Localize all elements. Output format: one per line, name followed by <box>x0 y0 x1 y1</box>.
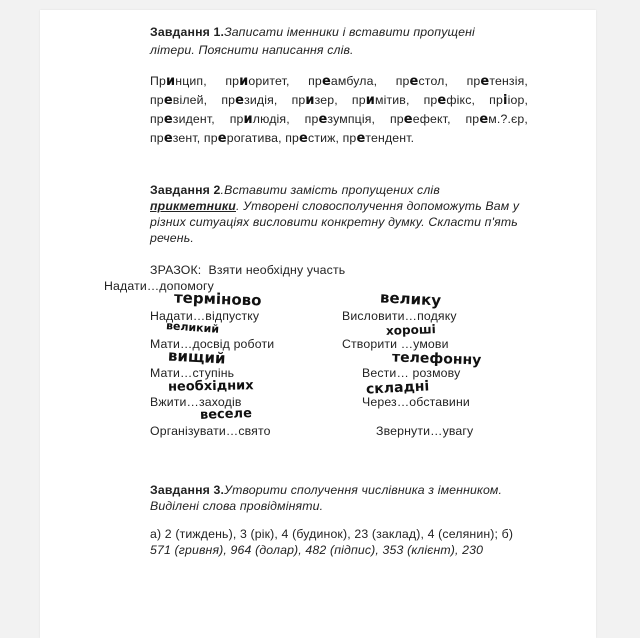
task1-word <box>424 93 490 107</box>
task1-word <box>292 93 352 107</box>
task3-heading <box>150 482 502 498</box>
example-line2: Надати…допомогу <box>104 279 214 293</box>
example-value: Взяти необхідну участь <box>208 263 346 277</box>
word-suffix: фікс, <box>446 93 490 107</box>
task1-word <box>221 93 291 107</box>
handwritten-answer-right-4: складні <box>365 378 430 398</box>
word-suffix: іор, <box>507 93 529 107</box>
task1-word <box>489 93 528 107</box>
right-item-4: Через…обставини <box>362 395 470 409</box>
task1-word <box>150 131 204 145</box>
task1-word <box>467 74 528 88</box>
word-suffix: зидент, <box>172 112 230 126</box>
word-prefix: пр <box>150 131 164 145</box>
task1-word <box>150 74 225 88</box>
handwritten-letter: е <box>437 93 447 108</box>
handwritten-letter: е <box>479 112 489 127</box>
task1-word <box>230 112 305 126</box>
handwritten-letter: и <box>305 93 315 108</box>
word-prefix: пр <box>225 74 240 88</box>
word-suffix: мітив, <box>375 93 424 107</box>
word-prefix: пр <box>304 112 319 126</box>
task2-keyword: прикметники <box>150 199 236 213</box>
task1-word <box>343 131 415 145</box>
right-item-2: Створити …умови <box>342 337 449 351</box>
word-prefix: пр <box>465 112 480 126</box>
word-prefix: пр <box>285 131 300 145</box>
handwritten-letter: е <box>163 93 173 108</box>
word-prefix: пр <box>489 93 503 107</box>
left-item-1: Надати…відпустку <box>150 309 260 323</box>
word-suffix: зидія, <box>244 93 292 107</box>
word-prefix: пр <box>466 74 481 88</box>
word-suffix: рогатива, <box>226 131 286 145</box>
task2-line4: речень. <box>150 231 194 245</box>
task1-word <box>390 112 466 126</box>
right-item-3: Вести… розмову <box>362 366 461 380</box>
word-suffix: м.?.єр, <box>488 112 528 126</box>
handwritten-letter: е <box>235 93 245 108</box>
handwritten-letter: е <box>409 74 419 89</box>
task2-line3: різних ситуаціях висловити конкретну думку. Скласти п'ять <box>150 215 518 229</box>
task1-word <box>150 93 221 107</box>
left-item-2: Мати…досвід роботи <box>150 337 275 351</box>
handwritten-letter: е <box>321 74 331 89</box>
word-suffix: нцип, <box>175 74 226 88</box>
document-page <box>40 10 596 638</box>
task1-word <box>308 74 396 88</box>
task3-line4: 571 (гривня), 964 (долар), 482 (підпис), 353 (клієнт), 230 <box>150 543 484 557</box>
word-prefix: пр <box>395 74 410 88</box>
right-item-1: Висловити…подяку <box>342 309 457 323</box>
word-prefix: пр <box>389 112 404 126</box>
task2-line2-text: . Утворені словосполучення допоможуть Вам у <box>235 199 520 213</box>
handwritten-answer-left-3: вищий <box>167 346 227 368</box>
word-prefix: пр <box>342 131 357 145</box>
word-suffix: людія, <box>252 112 305 126</box>
task3-line1: Утворити сполучення числівника з іменником. <box>224 483 503 497</box>
word-prefix: пр <box>203 131 218 145</box>
word-prefix: пр <box>150 112 164 126</box>
task1-word <box>204 131 285 145</box>
handwritten-answer-left-2: великий <box>165 319 220 336</box>
task2-example <box>150 262 345 278</box>
word-prefix: пр <box>291 93 306 107</box>
task1-word <box>150 112 230 126</box>
word-prefix: Пр <box>150 74 166 88</box>
handwritten-letter: е <box>318 112 328 127</box>
handwritten-answer-left-1: терміново <box>173 288 262 310</box>
task1-word-list <box>150 72 528 148</box>
handwritten-answer-left-5: веселе <box>199 406 253 423</box>
word-prefix: пр <box>308 74 322 88</box>
task3-label: Завдання 3. <box>150 483 225 497</box>
word-suffix: зер, <box>314 93 352 107</box>
task1-label: Завдання 1. <box>150 25 225 39</box>
handwritten-letter: е <box>403 112 413 127</box>
task1-instruction-line1: Записати іменники і вставити пропущені <box>224 25 475 39</box>
handwritten-letter: і <box>502 93 508 108</box>
word-prefix: пр <box>423 93 438 107</box>
handwritten-letter: и <box>243 112 253 127</box>
word-suffix: амбула, <box>330 74 396 88</box>
handwritten-letter: е <box>163 112 173 127</box>
task1-word <box>305 112 390 126</box>
example-label: ЗРАЗОК: <box>150 263 202 277</box>
handwritten-answer-right-2: хороші <box>385 322 436 338</box>
left-item-3: Мати…ступінь <box>150 366 235 380</box>
task1-word <box>352 93 424 107</box>
task1-word <box>285 131 342 145</box>
handwritten-letter: и <box>365 93 375 108</box>
task2-label: Завдання 2 <box>150 183 221 197</box>
handwritten-letter: е <box>480 74 490 89</box>
handwritten-letter: е <box>163 131 173 146</box>
handwritten-letter: и <box>239 74 249 89</box>
task2-line1 <box>150 182 440 198</box>
word-prefix: пр <box>150 93 164 107</box>
handwritten-answer-right-1: велику <box>379 288 442 310</box>
word-suffix: зент, <box>172 131 204 145</box>
word-suffix: зумпція, <box>327 112 390 126</box>
word-prefix: пр <box>221 93 236 107</box>
word-suffix: стол, <box>418 74 467 88</box>
handwritten-answer-right-3: телефонну <box>391 349 482 369</box>
handwritten-letter: е <box>356 131 366 146</box>
word-suffix: тензія, <box>489 74 528 88</box>
task3-line2: Виділені слова провідміняти. <box>150 499 324 513</box>
task1-word <box>225 74 308 88</box>
handwritten-letter: е <box>217 131 227 146</box>
right-item-5: Звернути…увагу <box>376 424 474 438</box>
left-item-5: Організувати…свято <box>150 424 271 438</box>
word-suffix: стиж, <box>308 131 343 145</box>
word-suffix: вілей, <box>172 93 222 107</box>
word-suffix: ефект, <box>412 112 466 126</box>
task2-line2 <box>150 198 519 214</box>
word-prefix: пр <box>351 93 366 107</box>
word-suffix: тендент. <box>365 131 415 145</box>
task2-line1-text: .Вставити замість пропущених слів <box>220 183 440 197</box>
handwritten-letter: е <box>299 131 309 146</box>
task1-word <box>466 112 529 126</box>
word-suffix: оритет, <box>248 74 309 88</box>
task3-line3: а) 2 (тиждень), 3 (рік), 4 (будинок), 23 (заклад), 4 (селянин); б) <box>150 527 514 541</box>
task1-word <box>396 74 467 88</box>
handwritten-letter: и <box>165 74 176 89</box>
task1-heading <box>150 24 475 40</box>
word-prefix: пр <box>229 112 244 126</box>
left-item-4: Вжити…заходів <box>150 395 242 409</box>
handwritten-answer-left-4: необхідних <box>167 378 254 395</box>
task1-instruction-line2: літери. Пояснити написання слів. <box>150 43 354 57</box>
